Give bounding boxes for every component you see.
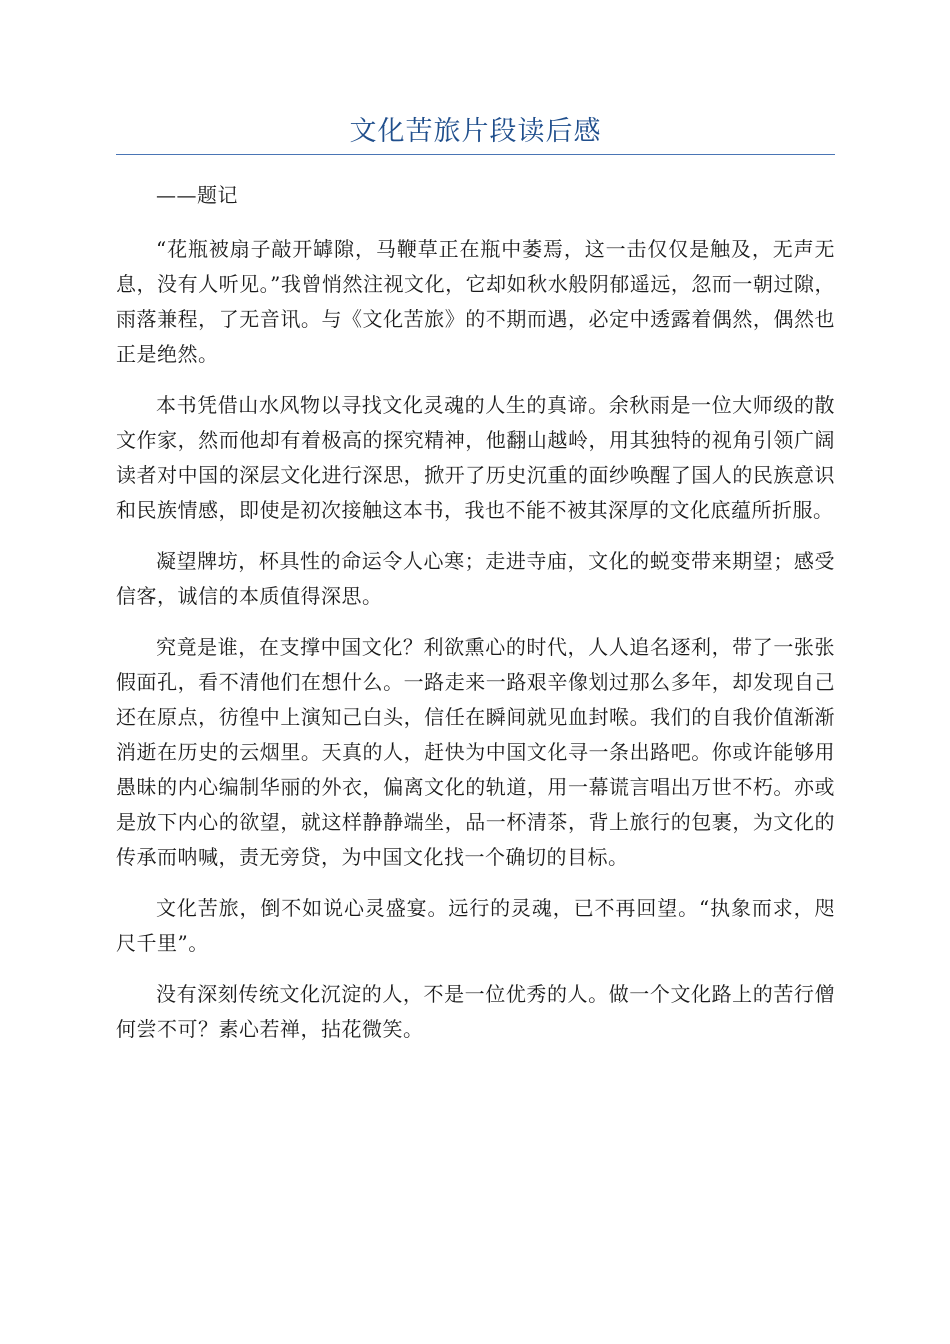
paragraph-2: 本书凭借山水风物以寻找文化灵魂的人生的真谛。余秋雨是一位大师级的散文作家，然而他却有着极高的探究精神，他翻山越岭，用其独特的视角引领广阔读者对中国的深层文化进行深思，掀开了历史沉重的面纱唤醒了国人的民族意识和民族情感，即使是初次接触这本书，我也不能不被其深厚的文化底蕴所折服。 [116,393,835,522]
document-body [116,178,835,1063]
paragraph-6: 没有深刻传统文化沉淀的人，不是一位优秀的人。做一个文化路上的苦行僧何尝不可？素心若禅，拈花微笑。 [116,982,835,1041]
epigraph: ——题记 [156,183,238,207]
paragraph-5: 文化苦旅，倒不如说心灵盛宴。远行的灵魂，已不再回望。“执象而求，咫尺千里”。 [116,896,835,955]
document-title: 文化苦旅片段读后感 [349,116,602,147]
paragraph-1: “花瓶被扇子敲开罅隙，马鞭草正在瓶中萎焉，这一击仅仅是触及，无声无息，没有人听见。”我曾悄然注视文化，它却如秋水般阴郁遥远，忽而一朝过隙，雨落兼程，了无音讯。与《文化苦旅》的不期而遇，必定中透露着偶然，偶然也正是绝然。 [116,237,835,366]
paragraph-3: 凝望牌坊，杯具性的命运令人心寒；走进寺庙，文化的蜕变带来期望；感受信客，诚信的本质值得深思。 [116,549,835,608]
paragraph-4: 究竟是谁，在支撑中国文化？利欲熏心的时代，人人追名逐利，带了一张张假面孔，看不清他们在想什么。一路走来一路艰辛像划过那么多年，却发现自己还在原点，彷徨中上演知己白头，信任在瞬间就见血封喉。我们的自我价值渐渐消逝在历史的云烟里。天真的人，赶快为中国文化寻一条出路吧。你或许能够用愚昧的内心编制华丽的外衣，偏离文化的轨道，用一幕谎言唱出万世不朽。亦或是放下内心的欲望，就这样静静端坐，品一杯清茶，背上旅行的包裹，为文化的传承而呐喊，责无旁贷，为中国文化找一个确切的目标。 [116,635,835,869]
title-underline [116,154,835,155]
